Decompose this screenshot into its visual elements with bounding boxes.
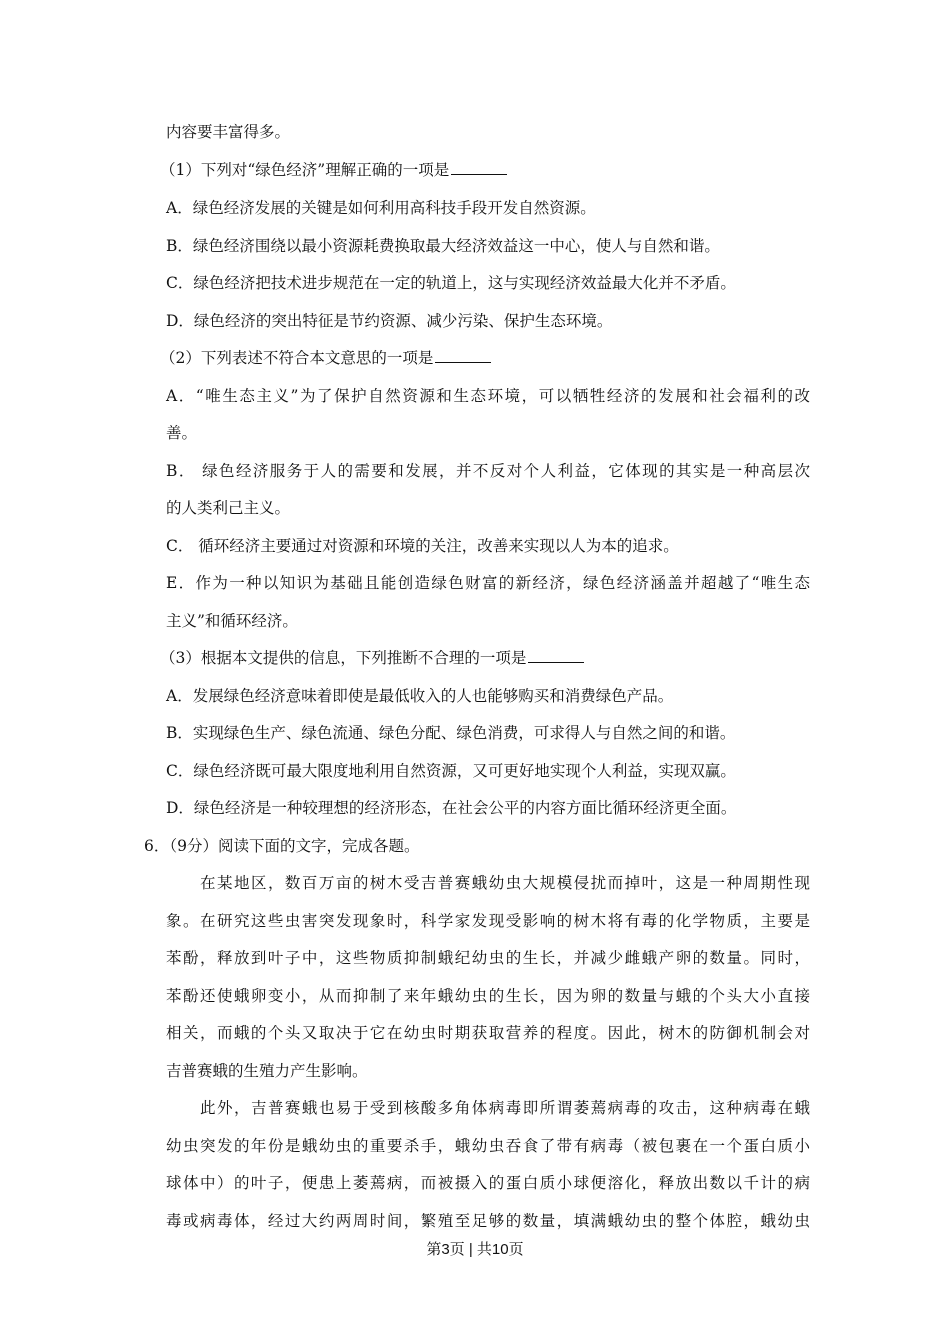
option-a: A．发展绿色经济意味着即使是最低收入的人也能够购买和消费绿色产品。 (166, 687, 674, 705)
option-e: E．作为一种以知识为基础且能创造绿色财富的新经济，绿色经济涵盖并超越了“唯生态 (166, 574, 810, 592)
text-line: 内容要丰富得多。 (166, 123, 291, 141)
question-6-heading: 6．（9分）阅读下面的文字，完成各题。 (144, 837, 420, 855)
answer-blank (528, 648, 584, 663)
answer-blank (435, 348, 491, 363)
option-b-cont: 的人类利己主义。 (166, 499, 291, 517)
option-a-cont: 善。 (166, 424, 198, 442)
question-2: （2）下列表述不符合本文意思的一项是 (160, 348, 804, 368)
page-footer: 第3页 | 共10页 (426, 1241, 524, 1258)
paragraph-line: 此外，吉普赛蛾也易于受到核酸多角体病毒即所谓萎蔫病毒的攻击，这种病毒在蛾 (200, 1099, 810, 1117)
paragraph-line: 毒或病毒体，经过大约两周时间，繁殖至足够的数量，填满蛾幼虫的整个体腔，蛾幼虫 (166, 1212, 810, 1230)
paragraph-line: 苯酚，释放到叶子中，这些物质抑制蛾纪幼虫的生长，并减少雌蛾产卵的数量。同时， (166, 949, 810, 967)
option-d: D．绿色经济是一种较理想的经济形态，在社会公平的内容方面比循环经济更全面。 (166, 799, 737, 817)
paragraph-line: 相关，而蛾的个头又取决于它在幼虫时期获取营养的程度。因此，树木的防御机制会对 (166, 1024, 810, 1042)
option-b: B．绿色经济围绕以最小资源耗费换取最大经济效益这一中心，使人与自然和谐。 (166, 237, 720, 255)
paragraph-line: 吉普赛蛾的生殖力产生影响。 (166, 1062, 368, 1080)
option-b: B． 绿色经济服务于人的需要和发展，并不反对个人利益，它体现的其实是一种高层次 (166, 462, 810, 480)
paragraph-line: 球体中）的叶子，便患上萎蔫病，而被摄入的蛋白质小球便溶化，释放出数以千计的病 (166, 1174, 810, 1192)
paragraph-line: 幼虫突发的年份是蛾幼虫的重要杀手，蛾幼虫吞食了带有病毒（被包裹在一个蛋白质小 (166, 1137, 810, 1155)
paragraph-line: 象。在研究这些虫害突发现象时，科学家发现受影响的树木将有毒的化学物质，主要是 (166, 912, 810, 930)
paragraph-line: 苯酚还使蛾卵变小，从而抑制了来年蛾幼虫的生长，因为卵的数量与蛾的个头大小直接 (166, 987, 810, 1005)
option-c: C． 循环经济主要通过对资源和环境的关注，改善来实现以人为本的追求。 (166, 537, 679, 555)
answer-blank (451, 160, 507, 175)
option-c: C．绿色经济既可最大限度地利用自然资源，又可更好地实现个人利益，实现双赢。 (166, 762, 736, 780)
option-e-cont: 主义”和循环经济。 (166, 612, 298, 630)
option-d: D．绿色经济的突出特征是节约资源、减少污染、保护生态环境。 (166, 312, 613, 330)
paragraph-line: 在某地区，数百万亩的树木受吉普赛蛾幼虫大规模侵扰而掉叶，这是一种周期性现 (200, 874, 810, 892)
option-c: C．绿色经济把技术进步规范在一定的轨道上，这与实现经济效益最大化并不矛盾。 (166, 274, 736, 292)
option-a: A．绿色经济发展的关键是如何利用高科技手段开发自然资源。 (166, 199, 596, 217)
question-3: （3）根据本文提供的信息，下列推断不合理的一项是 (160, 648, 804, 668)
question-1: （1）下列对“绿色经济”理解正确的一项是 (160, 160, 804, 180)
option-a: A．“唯生态主义”为了保护自然资源和生态环境，可以牺牲经济的发展和社会福利的改 (166, 387, 810, 405)
option-b: B．实现绿色生产、绿色流通、绿色分配、绿色消费，可求得人与自然之间的和谐。 (166, 724, 736, 742)
